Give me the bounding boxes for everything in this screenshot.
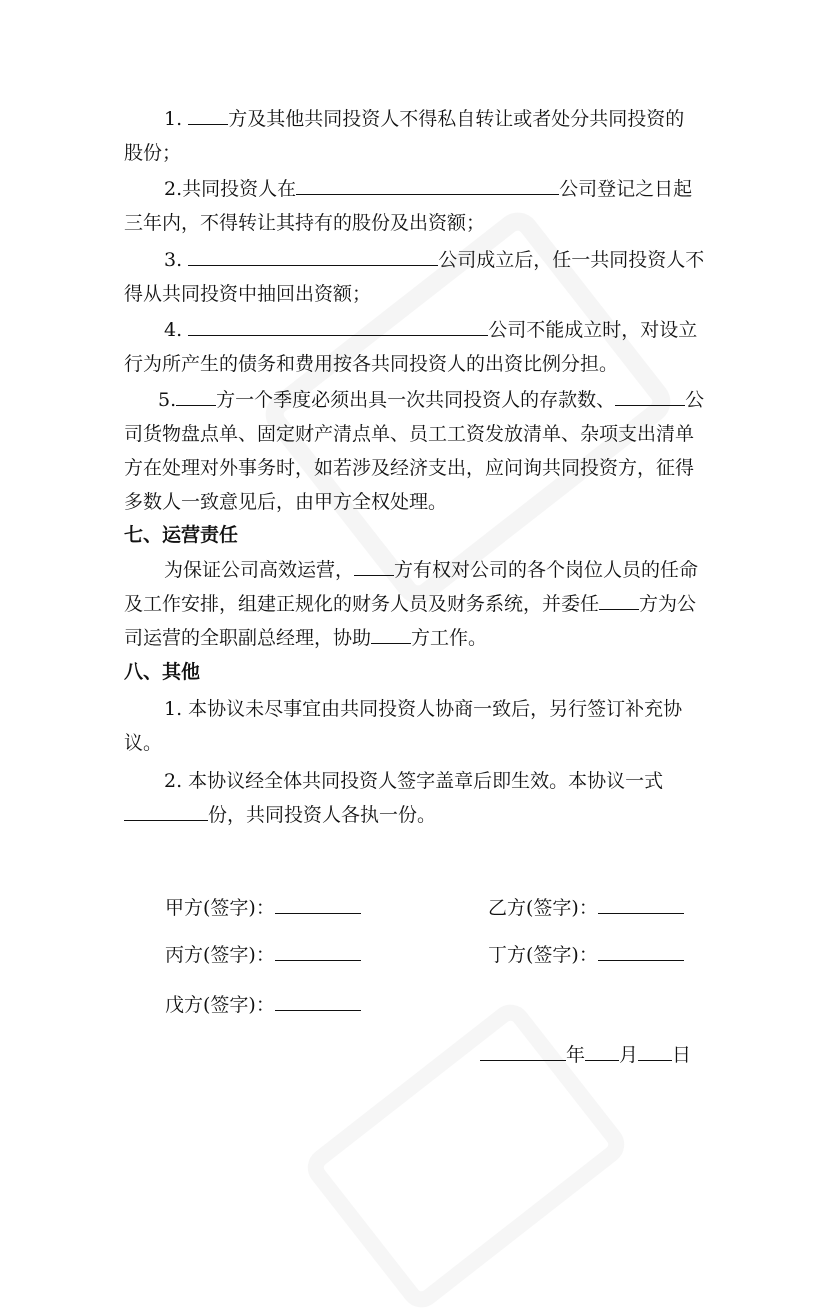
section-heading: 七、运营责任	[124, 524, 239, 546]
company-name-blank[interactable]	[296, 172, 559, 195]
signature-ding: 丁方(签字)：	[488, 940, 684, 967]
month-field[interactable]	[585, 1040, 619, 1061]
company-name-blank[interactable]	[188, 313, 488, 336]
year-field[interactable]	[480, 1040, 566, 1061]
blank-field[interactable]	[599, 587, 639, 610]
clause-1: 1. 方及其他共同投资人不得私自转让或者处分共同投资的 股份；	[124, 102, 706, 170]
company-name-blank[interactable]	[188, 243, 438, 266]
signature-field[interactable]	[598, 940, 684, 961]
clause-4: 4. 公司不能成立时，对设立 行为所产生的债务和费用按各共同投资人的出资比例分担。	[124, 313, 706, 381]
clause-5: 5. 方一个季度必须出具一次共同投资人的存款数、 公 司货物盘点单、固定财产清点单、员工工资发放清单、杂项支出清单 方在处理对外事务时，如若涉及经济支出，应问询共同投资方，征得 多数人一致意见后，由甲方全权处理。	[124, 383, 706, 519]
blank-field[interactable]	[371, 621, 411, 644]
signature-field[interactable]	[275, 940, 361, 961]
blank-field[interactable]	[615, 383, 685, 406]
signature-field[interactable]	[275, 990, 361, 1011]
clause-3: 3. 公司成立后，任一共同投资人不 得从共同投资中抽回出资额；	[124, 243, 706, 311]
signature-jia: 甲方(签字)：	[165, 893, 361, 920]
section-7-body: 为保证公司高效运营， 方有权对公司的各个岗位人员的任命 及工作安排，组建正规化的财务人员及财务系统，并委任 方为公 司运营的全职副总经理，协助 方工作。	[124, 553, 706, 655]
blank-field[interactable]	[354, 553, 394, 576]
clause-2: 2.共同投资人在 公司登记之日起 三年内，不得转让其持有的股份及出资额；	[124, 172, 706, 240]
section-8-item-2: 2. 本协议经全体共同投资人签字盖章后即生效。本协议一式 份，共同投资人各执一份。	[124, 764, 706, 832]
blank-field[interactable]	[188, 102, 228, 125]
signature-bing: 丙方(签字)：	[165, 940, 361, 967]
blank-field[interactable]	[176, 383, 216, 406]
signature-field[interactable]	[598, 893, 684, 914]
section-heading: 八、其他	[124, 661, 201, 683]
signature-wu: 戊方(签字)：	[165, 990, 361, 1017]
copies-blank[interactable]	[124, 798, 208, 821]
section-8-item-1: 1. 本协议未尽事宜由共同投资人协商一致后，另行签订补充协 议。	[124, 698, 683, 754]
signature-yi: 乙方(签字)：	[488, 893, 684, 920]
day-field[interactable]	[638, 1040, 672, 1061]
signature-field[interactable]	[275, 893, 361, 914]
date-line: 年 月 日	[480, 1040, 691, 1067]
